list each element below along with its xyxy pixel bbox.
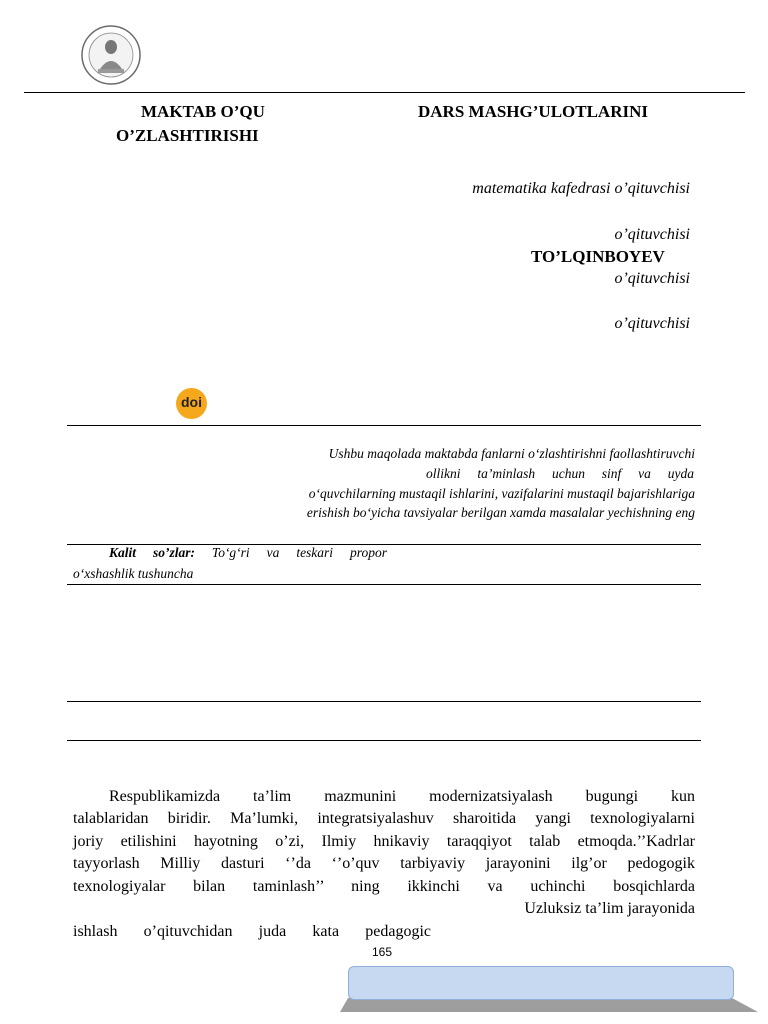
body-line-7: ishlash o’qituvchidan juda kata pedagogic xyxy=(73,923,431,940)
author-affiliation-4: o’qituvchisi xyxy=(614,315,690,332)
page-number: 165 xyxy=(372,945,393,959)
footer-bar xyxy=(348,966,734,1000)
keywords-label: Kalit so’zlar: xyxy=(109,545,195,560)
body-line-2: talablaridan biridir. Ma’lumki, integratsiyalashuv sharoitida yangi texnologiyalarni xyxy=(73,810,695,827)
author-affiliation-3: o’qituvchisi xyxy=(614,270,690,287)
title-left-line2: O’ZLASHTIRISHI xyxy=(116,126,259,145)
author-affiliation-1: matematika kafedrasi o’qituvchisi xyxy=(472,180,690,197)
keywords-text-1: To‘g‘ri va teskari propor xyxy=(211,545,388,560)
abstract-line-2: ollikni ta’minlash uchun sinf va uyda xyxy=(426,466,694,481)
doi-label: doi xyxy=(181,394,202,410)
keywords-line-1 xyxy=(109,545,387,561)
keywords-bottom-rule xyxy=(67,584,701,585)
body-line-4: tayyorlash Milliy dasturi ‘’da ‘’o’quv tarbiyaviy jarayonini ilg’or pedogogik xyxy=(73,855,695,872)
header-rule xyxy=(24,92,745,93)
journal-seal-logo xyxy=(80,25,142,85)
abstract-top-rule xyxy=(67,425,701,426)
abstract-line-1: Ushbu maqolada maktabda fanlarni o‘zlashtirishni faollashtiruvchi xyxy=(328,446,695,461)
section-rule-1 xyxy=(67,701,701,702)
body-line-6: Uzluksiz ta’lim jarayonida xyxy=(524,900,695,917)
body-line-3: joriy etilishini hayotning o’zi, Ilmiy hnikaviy taraqqiyot talab etmoqda.’’Kadrlar xyxy=(73,833,695,850)
abstract-line-4: erishish bo‘yicha tavsiyalar berilgan xamda masalalar yechishning eng xyxy=(306,505,695,520)
keywords-line-2: o‘xshashlik tushuncha xyxy=(73,566,194,581)
author-affiliation-2: o’qituvchisi xyxy=(614,226,690,243)
title-left-line1: MAKTAB O’QU xyxy=(141,102,265,121)
footer-shadow xyxy=(340,998,760,1012)
body-line-1: Respublikamizda ta’lim mazmunini modernizatsiyalash bugungi kun xyxy=(109,788,695,805)
title-right-line1: DARS MASHG’ULOTLARINI xyxy=(418,102,648,121)
author-name-3: TO’LQINBOYEV xyxy=(531,247,665,266)
section-rule-2 xyxy=(67,740,701,741)
doi-icon[interactable] xyxy=(176,388,207,419)
body-line-5: texnologiyalar bilan taminlash’’ ning ikkinchi va uchinchi bosqichlarda xyxy=(73,878,695,895)
abstract-line-3: o‘quvchilarning mustaqil ishlarini, vazifalarini mustaqil bajarishlariga xyxy=(308,486,695,501)
